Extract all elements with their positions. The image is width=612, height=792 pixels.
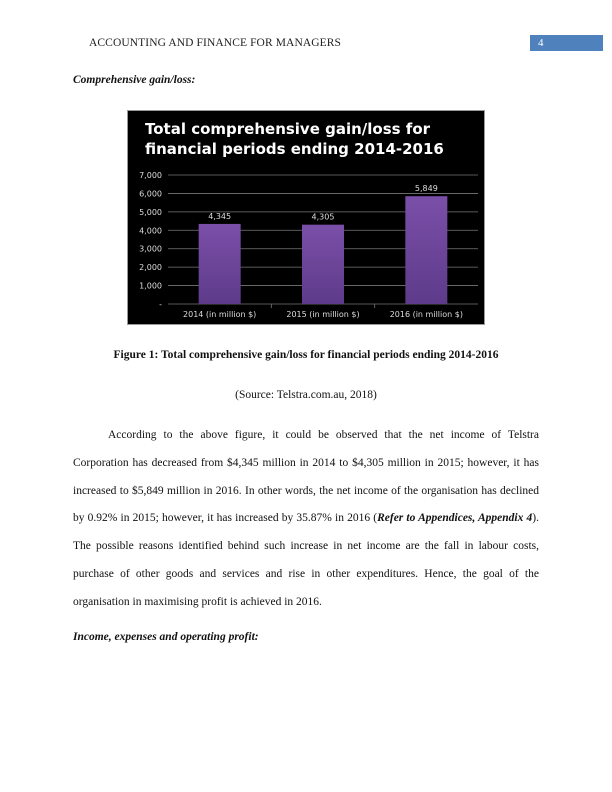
- chart-title: Total comprehensive gain/loss for financial periods ending 2014-2016: [145, 120, 444, 158]
- figure-source: (Source: Telstra.com.au, 2018): [235, 389, 377, 401]
- x-tick-label: 2015 (in million $): [286, 310, 360, 319]
- figure-caption: Figure 1: Total comprehensive gain/loss for financial periods ending 2014-2016: [113, 349, 499, 361]
- y-tick-label: 5,000: [139, 207, 162, 217]
- y-tick-label: 2,000: [139, 263, 162, 273]
- chart: [127, 110, 485, 325]
- body-paragraph: [73, 422, 539, 617]
- section-heading-income: Income, expenses and operating profit:: [73, 631, 259, 643]
- section-heading-comprehensive: Comprehensive gain/loss:: [73, 74, 196, 86]
- data-label: 4,345: [208, 211, 232, 221]
- appendix-reference: Refer to Appendices, Appendix 4: [377, 512, 533, 525]
- y-tick-label: -: [159, 300, 162, 309]
- y-tick-label: 7,000: [139, 171, 162, 180]
- running-header: ACCOUNTING AND FINANCE FOR MANAGERS: [89, 37, 342, 49]
- x-tick-label: 2014 (in million $): [183, 310, 257, 319]
- paragraph-text-end: ). The possible reasons identified behind such increase in net income are the fall in labour costs, purchase of other goods and services and rise in other expenditures. Hence, the goal of the organisation in maximising profit is achieved in 2016.: [73, 512, 539, 608]
- bar: [199, 224, 241, 304]
- bar: [405, 196, 447, 304]
- data-label: 4,305: [311, 212, 335, 222]
- y-tick-label: 6,000: [139, 189, 162, 199]
- y-tick-label: 4,000: [139, 226, 162, 236]
- paragraph-text: According to the above figure, it could be observed that the net income of Telstra Corporation has decreased from $4,345 million in 2014 to $4,305 million in 2015; however, it has increased to $5,849 million in 2016. In other words, the net income of the organisation has declined by 0.92% in 2015; however, it has increased by 35.87% in 2016 (: [73, 429, 539, 525]
- y-tick-label: 3,000: [139, 244, 162, 254]
- x-tick-label: 2016 (in million $): [389, 310, 463, 319]
- chart-plot: [128, 111, 484, 324]
- y-tick-label: 1,000: [139, 281, 162, 291]
- page-number: 4: [530, 35, 603, 51]
- bar: [302, 225, 344, 304]
- data-label: 5,849: [414, 184, 438, 194]
